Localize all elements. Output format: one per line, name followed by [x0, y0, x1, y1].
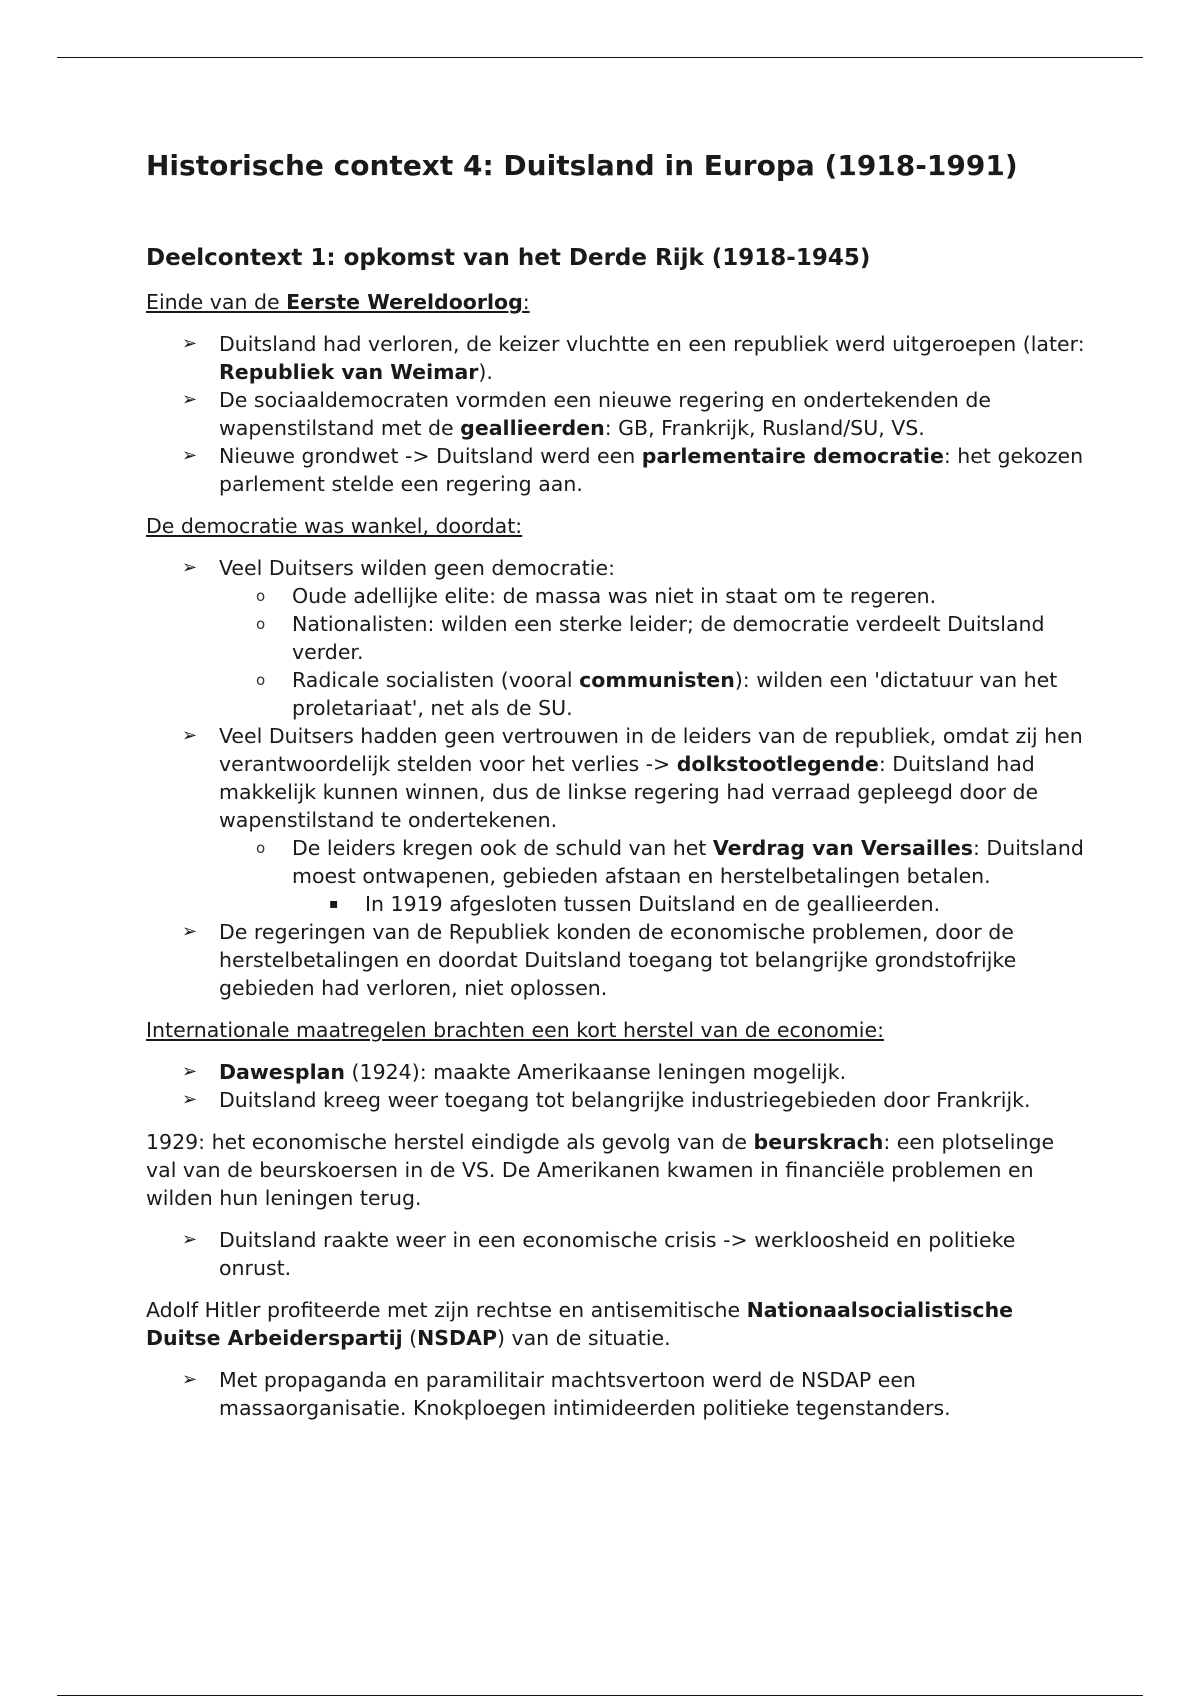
list-item	[146, 386, 1086, 442]
circle-bullet-icon: o	[256, 615, 266, 633]
item-text: In 1919 afgesloten tussen Duitsland en de geallieerden.	[365, 892, 941, 916]
sublist	[219, 834, 1086, 918]
item-bold: geallieerden	[460, 416, 605, 440]
item-bold: Dawesplan	[219, 1060, 346, 1084]
item-text: ): wilden een 'dictatuur van het proletariaat', net als de SU.	[292, 668, 1058, 720]
item-text: : Duitsland had makkelijk kunnen winnen, dus de linkse regering had verraad gepleegd door de wapenstilstand te ondertekenen.	[219, 752, 1039, 832]
item-text: : het gekozen parlement stelde een regering aan.	[219, 444, 1084, 496]
document-body	[146, 140, 1086, 1422]
square-bullet-icon: ▪	[329, 896, 339, 912]
subheading-bold: Eerste Wereldoorlog	[286, 290, 523, 314]
sublist-item	[146, 666, 1086, 722]
circle-bullet-icon: o	[256, 839, 266, 857]
subsublist-item	[146, 890, 1086, 918]
sublist	[219, 582, 1086, 722]
arrow-bullet-icon: ➢	[182, 389, 198, 410]
subheading-colon: :	[522, 290, 530, 314]
arrow-bullet-icon: ➢	[182, 1369, 198, 1390]
sublist-item	[146, 834, 1086, 918]
arrow-bullet-icon: ➢	[182, 1229, 198, 1250]
list-item	[146, 1226, 1086, 1282]
paragraph-hitler	[146, 1296, 1086, 1352]
list-end-ww1	[146, 330, 1086, 498]
arrow-bullet-icon: ➢	[182, 445, 198, 466]
item-text: ).	[478, 360, 493, 384]
arrow-bullet-icon: ➢	[182, 1089, 198, 1110]
arrow-bullet-icon: ➢	[182, 725, 198, 746]
item-text: Radicale socialisten (vooral	[292, 668, 580, 692]
subsublist	[292, 890, 1086, 918]
list-item	[146, 1366, 1086, 1422]
sublist-item	[146, 610, 1086, 666]
item-text: Veel Duitsers wilden geen democratie:	[219, 556, 615, 580]
item-text: Duitsland had verloren, de keizer vluchtte en een republiek werd uitgeroepen (later:	[219, 332, 1085, 356]
paragraph-crash	[146, 1128, 1086, 1212]
paragraph-text: Adolf Hitler profiteerde met zijn rechtse en antisemitische	[146, 1298, 747, 1322]
subheading-democracy: De democratie was wankel, doordat:	[146, 514, 523, 538]
arrow-bullet-icon: ➢	[182, 333, 198, 354]
list-item	[146, 442, 1086, 498]
footer-rule	[57, 1695, 1143, 1696]
circle-bullet-icon: o	[256, 671, 266, 689]
subheading-international: Internationale maatregelen brachten een kort herstel van de economie:	[146, 1018, 885, 1042]
paragraph-bold: Nationaalsocialistische Duitse Arbeiderspartij	[146, 1298, 1014, 1350]
header-rule	[57, 57, 1143, 58]
subheading-text: Einde van de	[146, 290, 287, 314]
list-item	[146, 330, 1086, 386]
list-democracy	[146, 554, 1086, 1002]
item-bold: parlementaire democratie	[641, 444, 944, 468]
list-item	[146, 1058, 1086, 1086]
section-heading: Deelcontext 1: opkomst van het Derde Rijk (1918-1945)	[146, 245, 871, 271]
paragraph-text: ) van de situatie.	[496, 1326, 671, 1350]
circle-bullet-icon: o	[256, 587, 266, 605]
paragraph-text: 1929: het economische herstel eindigde als gevolg van de	[146, 1130, 754, 1154]
sublist-item	[146, 582, 1086, 610]
arrow-bullet-icon: ➢	[182, 557, 198, 578]
item-text: De regeringen van de Republiek konden de economische problemen, door de herstelbetalingen en doordat Duitsland toegang tot belangrijke grondstofrijke gebieden had verloren, niet oplossen.	[219, 920, 1017, 1000]
item-text: De sociaaldemocraten vormden een nieuwe regering en ondertekenden de wapenstilstand met de	[219, 388, 991, 440]
item-text: De leiders kregen ook de schuld van het	[292, 836, 713, 860]
item-bold: Republiek van Weimar	[219, 360, 479, 384]
document-title: Historische context 4: Duitsland in Europa (1918-1991)	[146, 149, 1018, 182]
item-text: : Duitsland moest ontwapenen, gebieden afstaan en herstelbetalingen betalen.	[292, 836, 1084, 888]
paragraph-bold: NSDAP	[417, 1326, 497, 1350]
item-text: Duitsland kreeg weer toegang tot belangrijke industriegebieden door Frankrijk.	[219, 1088, 1031, 1112]
paragraph-text: : een plotselinge val van de beurskoersen in de VS. De Amerikanen kwamen in financiële problemen en wilden hun leningen terug.	[146, 1130, 1055, 1210]
item-text: Duitsland raakte weer in een economische crisis -> werkloosheid en politieke onrust.	[219, 1228, 1016, 1280]
arrow-bullet-icon: ➢	[182, 1061, 198, 1082]
paragraph-text: (	[402, 1326, 418, 1350]
list-item	[146, 918, 1086, 1002]
item-bold: communisten	[579, 668, 735, 692]
list-item	[146, 722, 1086, 918]
list-item	[146, 554, 1086, 722]
item-text: : GB, Frankrijk, Rusland/SU, VS.	[604, 416, 925, 440]
item-bold: dolkstootlegende	[676, 752, 879, 776]
paragraph-bold: beurskrach	[753, 1130, 884, 1154]
list-international	[146, 1058, 1086, 1114]
item-bold: Verdrag van Versailles	[712, 836, 973, 860]
item-text: (1924): maakte Amerikaanse leningen mogelijk.	[345, 1060, 847, 1084]
list-item	[146, 1086, 1086, 1114]
item-text: Nationalisten: wilden een sterke leider; de democratie verdeelt Duitsland verder.	[292, 612, 1045, 664]
item-text: Nieuwe grondwet -> Duitsland werd een	[219, 444, 642, 468]
item-text: Met propaganda en paramilitair machtsvertoon werd de NSDAP een massaorganisatie. Knokploegen intimideerden politieke tegenstanders.	[219, 1368, 951, 1420]
arrow-bullet-icon: ➢	[182, 921, 198, 942]
item-text: Veel Duitsers hadden geen vertrouwen in de leiders van de republiek, omdat zij hen verantwoordelijk stelden voor het verlies ->	[219, 724, 1083, 776]
list-hitler	[146, 1366, 1086, 1422]
item-text: Oude adellijke elite: de massa was niet in staat om te regeren.	[292, 584, 937, 608]
subheading-end-ww1	[146, 288, 1086, 316]
list-crash	[146, 1226, 1086, 1282]
